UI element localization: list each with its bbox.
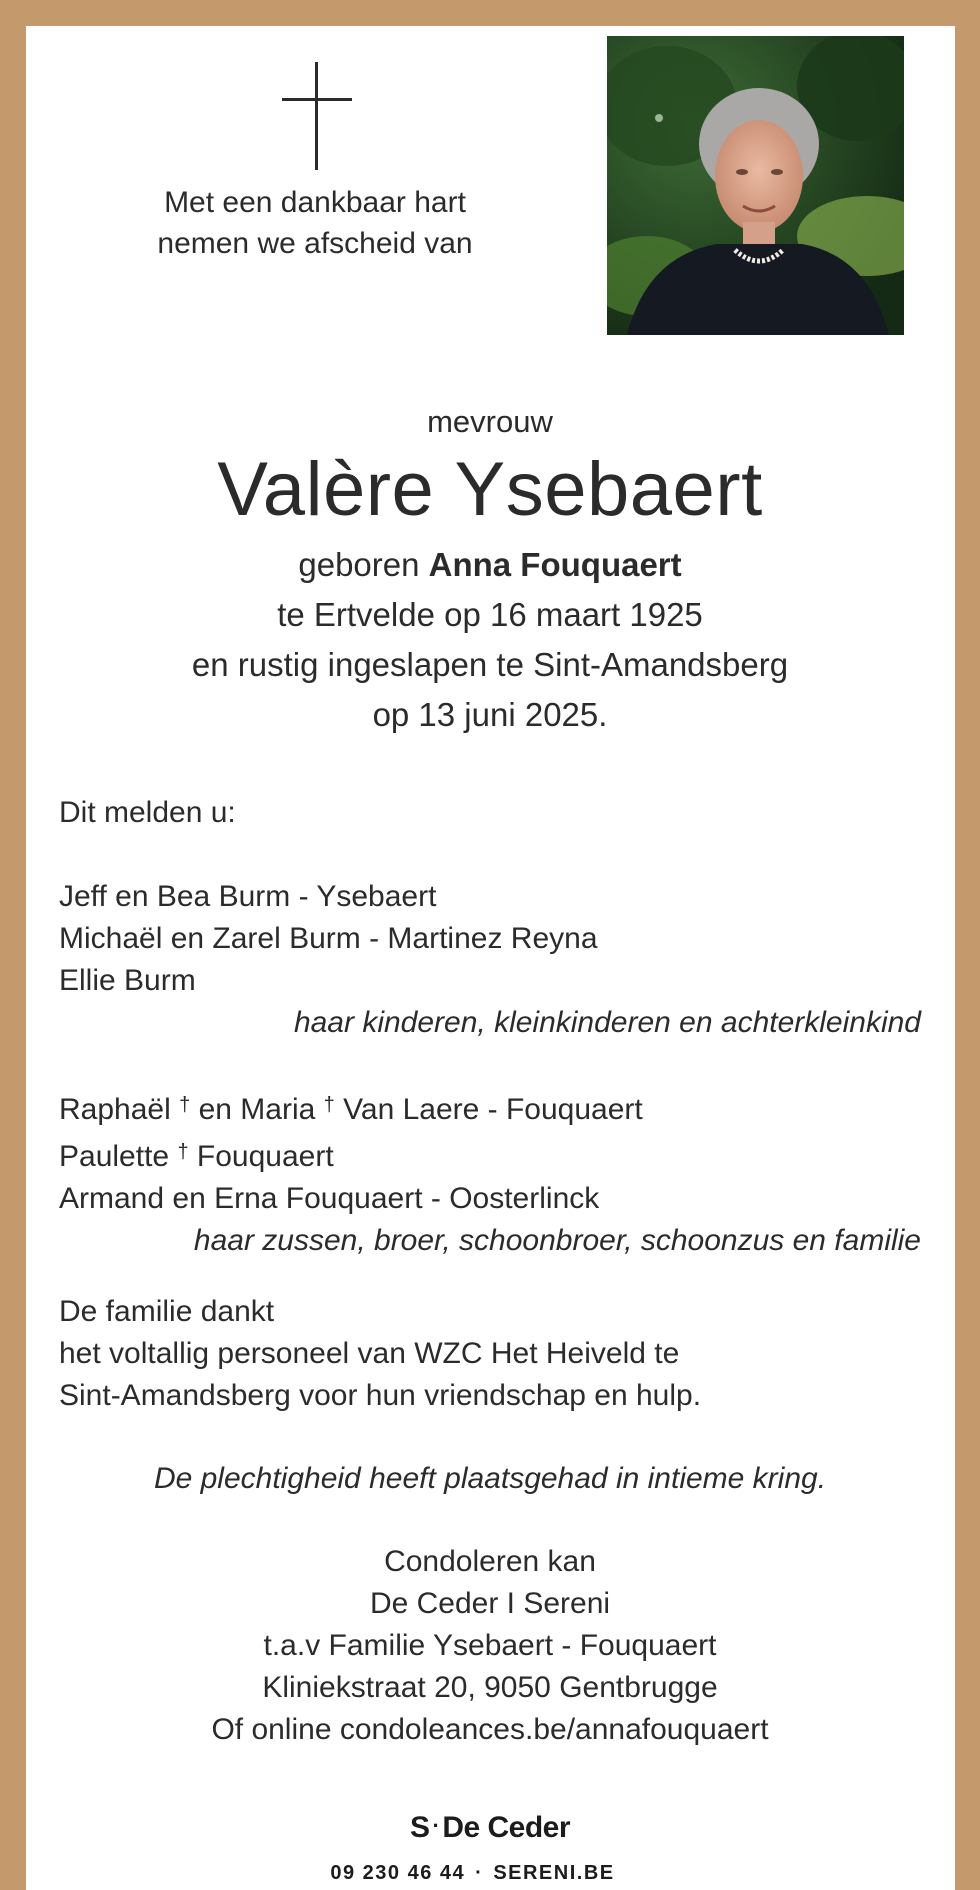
family-line: Ellie Burm <box>59 964 196 997</box>
birth-name-line <box>0 540 980 590</box>
deceased-name: Valère Ysebaert <box>217 447 763 532</box>
family-line: Paulette † Fouquaert <box>59 1140 334 1173</box>
dagger-icon: † <box>177 1141 189 1163</box>
birth-name: Anna Fouquaert <box>428 546 682 583</box>
funeral-home-logo: S · De Ceder <box>409 1811 571 1844</box>
death-line: en rustig ingeslapen te Sint-Amandsberg <box>191 646 789 683</box>
condolence-info: Condoleren kan De Ceder I Sereni t.a.v Familie Ysebaert - Fouquaert Kliniekstraat 20, 9050 Gentbrugge Of online condoleances.be/annafouquaert <box>0 1541 980 1751</box>
family-line: Jeff en Bea Burm - Ysebaert <box>59 880 437 913</box>
footer-phone[interactable]: 09 230 46 44 <box>330 1862 466 1884</box>
announcement-intro: Dit melden u: <box>59 796 236 829</box>
thanks-text: De familie dankt het voltallig personeel van WZC Het Heiveld te Sint-Amandsberg voor hun vriendschap en hulp. <box>59 1295 702 1412</box>
logo-name: De Ceder <box>442 1811 571 1844</box>
family-line: Armand en Erna Fouquaert - Oosterlinck <box>59 1182 600 1215</box>
logo-mark: S <box>409 1811 430 1844</box>
family-relation: haar kinderen, kleinkinderen en achterkleinkind <box>293 1006 921 1039</box>
ceremony-note: De plechtigheid heeft plaatsgehad in intieme kring. <box>153 1462 827 1495</box>
death-date: op 13 juni 2025. <box>372 696 608 733</box>
birth-line: te Ertvelde op 16 maart 1925 <box>277 596 703 633</box>
intro-line-2: nemen we afscheid van <box>157 227 473 260</box>
honorific: mevrouw <box>427 404 553 439</box>
family-group-1 <box>59 876 921 1044</box>
condolence-link[interactable]: Of online condoleances.be/annafouquaert <box>211 1713 769 1746</box>
footer-website[interactable]: SERENI.BE <box>493 1862 615 1884</box>
life-details <box>0 540 980 740</box>
footer-contact: 09 230 46 44 · SERENI.BE <box>296 1856 649 1890</box>
family-line: Michaël en Zarel Burm - Martinez Reyna <box>59 922 598 955</box>
intro-line-1: Met een dankbaar hart <box>164 186 466 219</box>
cross-icon <box>282 62 352 170</box>
portrait-photo <box>607 36 904 335</box>
dagger-icon: † <box>179 1094 191 1116</box>
family-relation: haar zussen, broer, schoonbroer, schoonzus en familie <box>193 1224 921 1257</box>
family-line: Raphaël † en Maria † Van Laere - Fouquaert <box>59 1093 643 1126</box>
dagger-icon: † <box>323 1094 335 1116</box>
born-prefix: geboren <box>298 546 420 583</box>
family-group-2 <box>59 1084 921 1262</box>
intro-text <box>115 182 515 264</box>
